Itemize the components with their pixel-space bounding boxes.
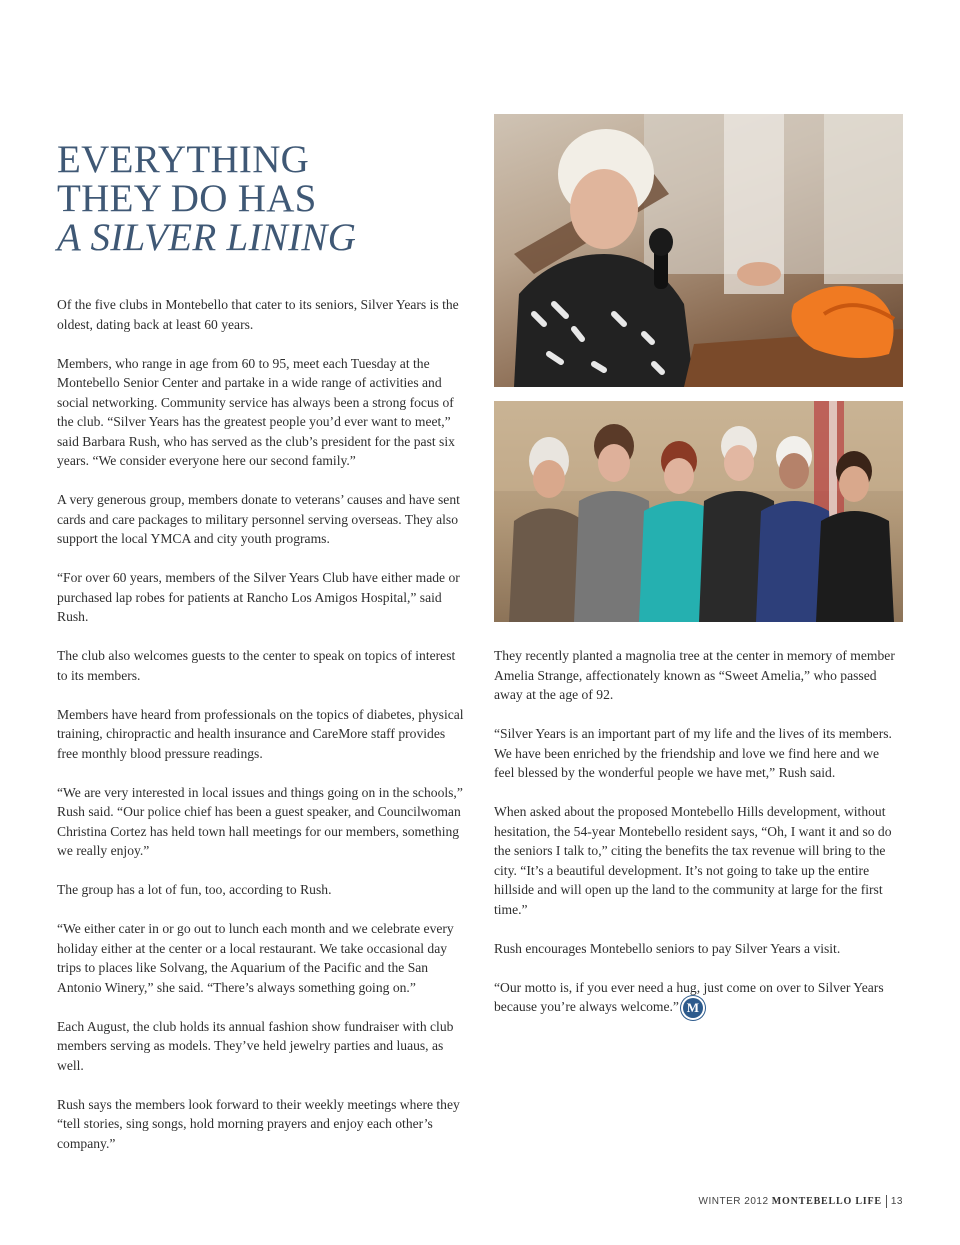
- paragraph: They recently planted a magnolia tree at the center in memory of member Amelia Strange, affectionately known as “Sweet Amelia,” who passed away at the age of 92.: [494, 648, 895, 702]
- headline: [57, 140, 477, 257]
- page-number: 13: [890, 1196, 903, 1208]
- footer-magazine: MONTEBELLO LIFE: [771, 1196, 882, 1208]
- montebello-life-logo-icon: M: [683, 998, 703, 1018]
- footer-divider: [886, 1195, 887, 1208]
- group-photo: [494, 401, 903, 622]
- speaker-photo: [494, 114, 903, 387]
- paragraph: Members have heard from professionals on the topics of diabetes, physical training, chiropractic and health insurance and CareMore staff provides free monthly blood pressure readings.: [57, 706, 464, 761]
- headline-line-3: A SILVER LINING: [57, 216, 357, 259]
- closing-text: “Our motto is, if you ever need a hug, just come on over to Silver Years because you’re always welcome.”: [494, 979, 884, 1014]
- speaker-photo-illustration: [494, 114, 903, 387]
- paragraph: “Silver Years is an important part of my life and the lives of its members. We have been enriched by the friendship and love we find here and we feel blessed by the wonderful people we have met,” Rush said.: [494, 726, 892, 780]
- paragraph: The group has a lot of fun, too, according to Rush.: [57, 882, 332, 897]
- paragraph: Of the five clubs in Montebello that cater to its seniors, Silver Years is the oldest, dating back at least 60 years.: [57, 297, 459, 332]
- paragraph: Members, who range in age from 60 to 95, meet each Tuesday at the Montebello Senior Center and partake in a wide range of activities and social networking. Community service has always been a strong focus of the club. “Silver Years has the greatest people you’d ever want to meet,” said Barbara Rush, who has served as the club’s president for the past six years. “We consider everyone here our second family.”: [57, 355, 455, 468]
- right-column: [494, 646, 899, 1037]
- paragraph: Each August, the club holds its annual fashion show fundraiser with club members serving as models. They’ve held jewelry parties and luaus, as well.: [57, 1018, 454, 1073]
- paragraph: Rush says the members look forward to their weekly meetings where they “tell stories, sing songs, hold morning prayers and enjoy each other’s company.”: [57, 1096, 460, 1151]
- paragraph: “For over 60 years, members of the Silver Years Club have either made or purchased lap robes for patients at Rancho Los Amigos Hospital,” said Rush.: [57, 570, 460, 624]
- closing-paragraph: [494, 978, 899, 1018]
- paragraph: The club also welcomes guests to the center to speak on topics of interest to its members.: [57, 648, 456, 683]
- paragraph: “We are very interested in local issues and things going on in the schools,” Rush said. “Our police chief has been a guest speaker, and Councilwoman Christina Cortez has held town hall meetings for our members, something we really enjoy.”: [57, 784, 463, 858]
- footer-issue: WINTER 2012: [698, 1196, 769, 1208]
- paragraph: When asked about the proposed Montebello Hills development, without hesitation, the 54-year Montebello resident says, “Oh, I want it and so do the seniors I talk to,” citing the benefits the tax revenue will bring to the city. “It’s a beautiful development. It’s not going to take up the entire hillside and will open up the land to the community at large for the first time.”: [494, 804, 892, 917]
- headline-line-2: THEY DO HAS: [57, 177, 317, 220]
- paragraph: Rush encourages Montebello seniors to pay Silver Years a visit.: [494, 940, 841, 956]
- paragraph: “We either cater in or go out to lunch each month and we celebrate every holiday either at the center or a local restaurant. We take occasional day trips to places like Solvang, the Aquarium of the Pacific and the San Antonio Winery,” she said. “There’s always something going on.”: [57, 921, 454, 995]
- left-column: [57, 295, 469, 1173]
- group-photo-illustration: [494, 401, 903, 622]
- headline-line-1: EVERYTHING: [57, 138, 310, 181]
- paragraph: A very generous group, members donate to veterans’ causes and have sent cards and care packages to military personnel serving overseas. They also support the local YMCA and city youth programs.: [57, 492, 460, 546]
- page-footer: [699, 1195, 903, 1208]
